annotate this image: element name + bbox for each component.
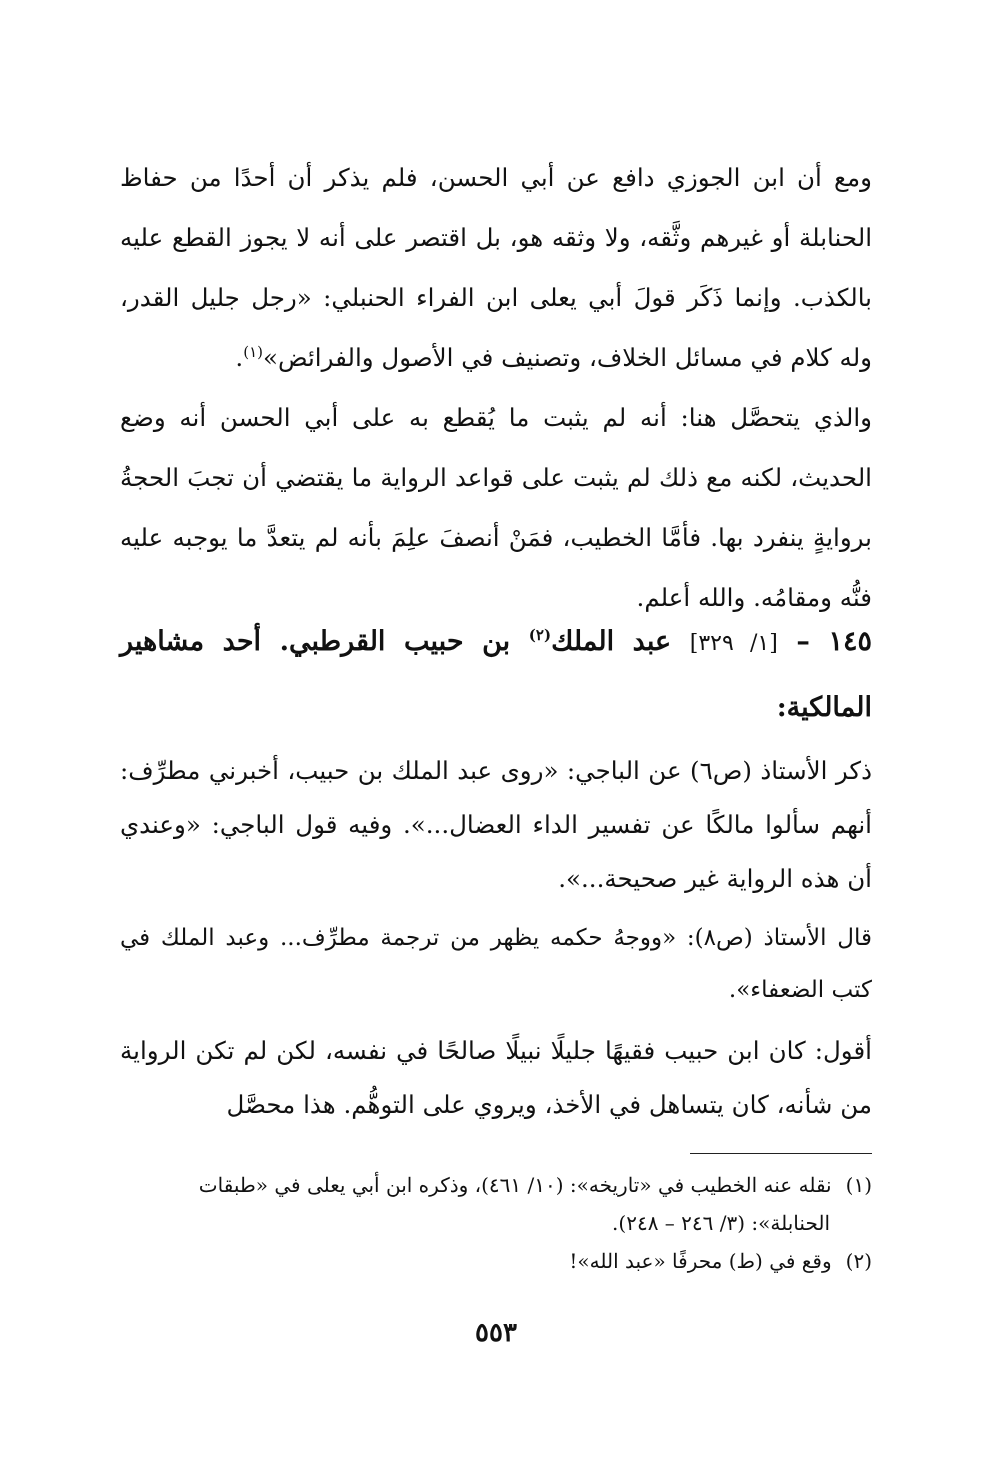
entry-volume-ref: [١/ ٣٢٩]: [689, 631, 778, 656]
footnote-1: [120, 1166, 872, 1204]
footnote-text: وقع في (ط) محرفًا «عبد الله»!: [569, 1249, 832, 1273]
paragraph-text: والذي يتحصَّل هنا: أنه لم يثبت ما يُقطع به على أبي الحسن أنه وضع الحديث، لكنه مع ذلك لم يثبت على قواعد الرواية ما يقتضي أن تجبَ الحجةُ بروايةٍ ينفرد بها. فأمَّا الخطيب، فمَنْ أنصفَ علِمَ بأنه لم يتعدَّ ما يوجبه عليه فنُّه ومقامُه. والله أعلم.: [120, 403, 872, 612]
footnote-number: (١): [845, 1173, 872, 1197]
paragraph-text: ومع أن ابن الجوزي دافع عن أبي الحسن، فلم يذكر أن أحدًا من حفاظ الحنابلة أو غيرهم وثَّقه، ولا وثقه هو، بل اقتصر على أنه لا يجوز القطع عليه بالكذب. وإنما ذَكَر قولَ أبي يعلى ابن الفراء الحنبلي: «رجل جليل القدر، وله كلام في مسائل الخلاف، وتصنيف في الأصول والفرائض»: [120, 163, 872, 372]
paragraph-text: أقول: كان ابن حبيب فقيهًا جليلًا نبيلًا صالحًا في نفسه، لكن لم تكن الرواية من شأنه، كان يتساهل في الأخذ، ويروي على التوهُّم. هذا محصَّل: [120, 1036, 872, 1119]
footnote-ref-1[interactable]: (١): [243, 342, 263, 361]
paragraph-baji: [120, 744, 872, 906]
footnotes: [120, 1166, 872, 1280]
footnote-1-continued: الحنابلة»: (٣/ ٢٤٦ – ٢٤٨).: [612, 1211, 830, 1235]
footnote-divider: [690, 1153, 872, 1154]
paragraph-end: .: [235, 343, 244, 372]
footnote-number: (٢): [845, 1249, 872, 1273]
footnote-ref-2[interactable]: (٢): [528, 626, 552, 644]
footnote-2: [120, 1242, 872, 1280]
paragraph-text: قال الأستاذ (ص٨): «ووجهُ حكمه يظهر من ترجمة مطرِّف... وعبد الملك في كتب الضعفاء».: [120, 925, 872, 1003]
paragraph-ustadh: [120, 912, 872, 1016]
paragraph-response: [120, 1024, 872, 1132]
page-number: ٥٥٣: [475, 1318, 517, 1348]
paragraph-text: ذكر الأستاذ (ص٦) عن الباجي: «روى عبد الملك بن حبيب، أخبرني مطرِّف: أنهم سألوا مالكًا عن تفسير الداء العضال...». وفيه قول الباجي: «وعندي أن هذه الرواية غير صحيحة...».: [120, 756, 872, 893]
paragraph-ibn-jawzi: [120, 148, 872, 388]
footnote-text: نقله عنه الخطيب في «تاريخه»: (١٠/ ٤٦١)، وذكره ابن أبي يعلى في «طبقات: [198, 1173, 832, 1197]
entry-name-rest: بن حبيب القرطبي. أحد مشاهير المالكية:: [120, 626, 872, 723]
paragraph-conclusion: [120, 388, 872, 628]
entry-heading: [120, 610, 872, 740]
entry-name: عبد الملك: [551, 626, 672, 657]
entry-number: ١٤٥ –: [796, 626, 872, 657]
